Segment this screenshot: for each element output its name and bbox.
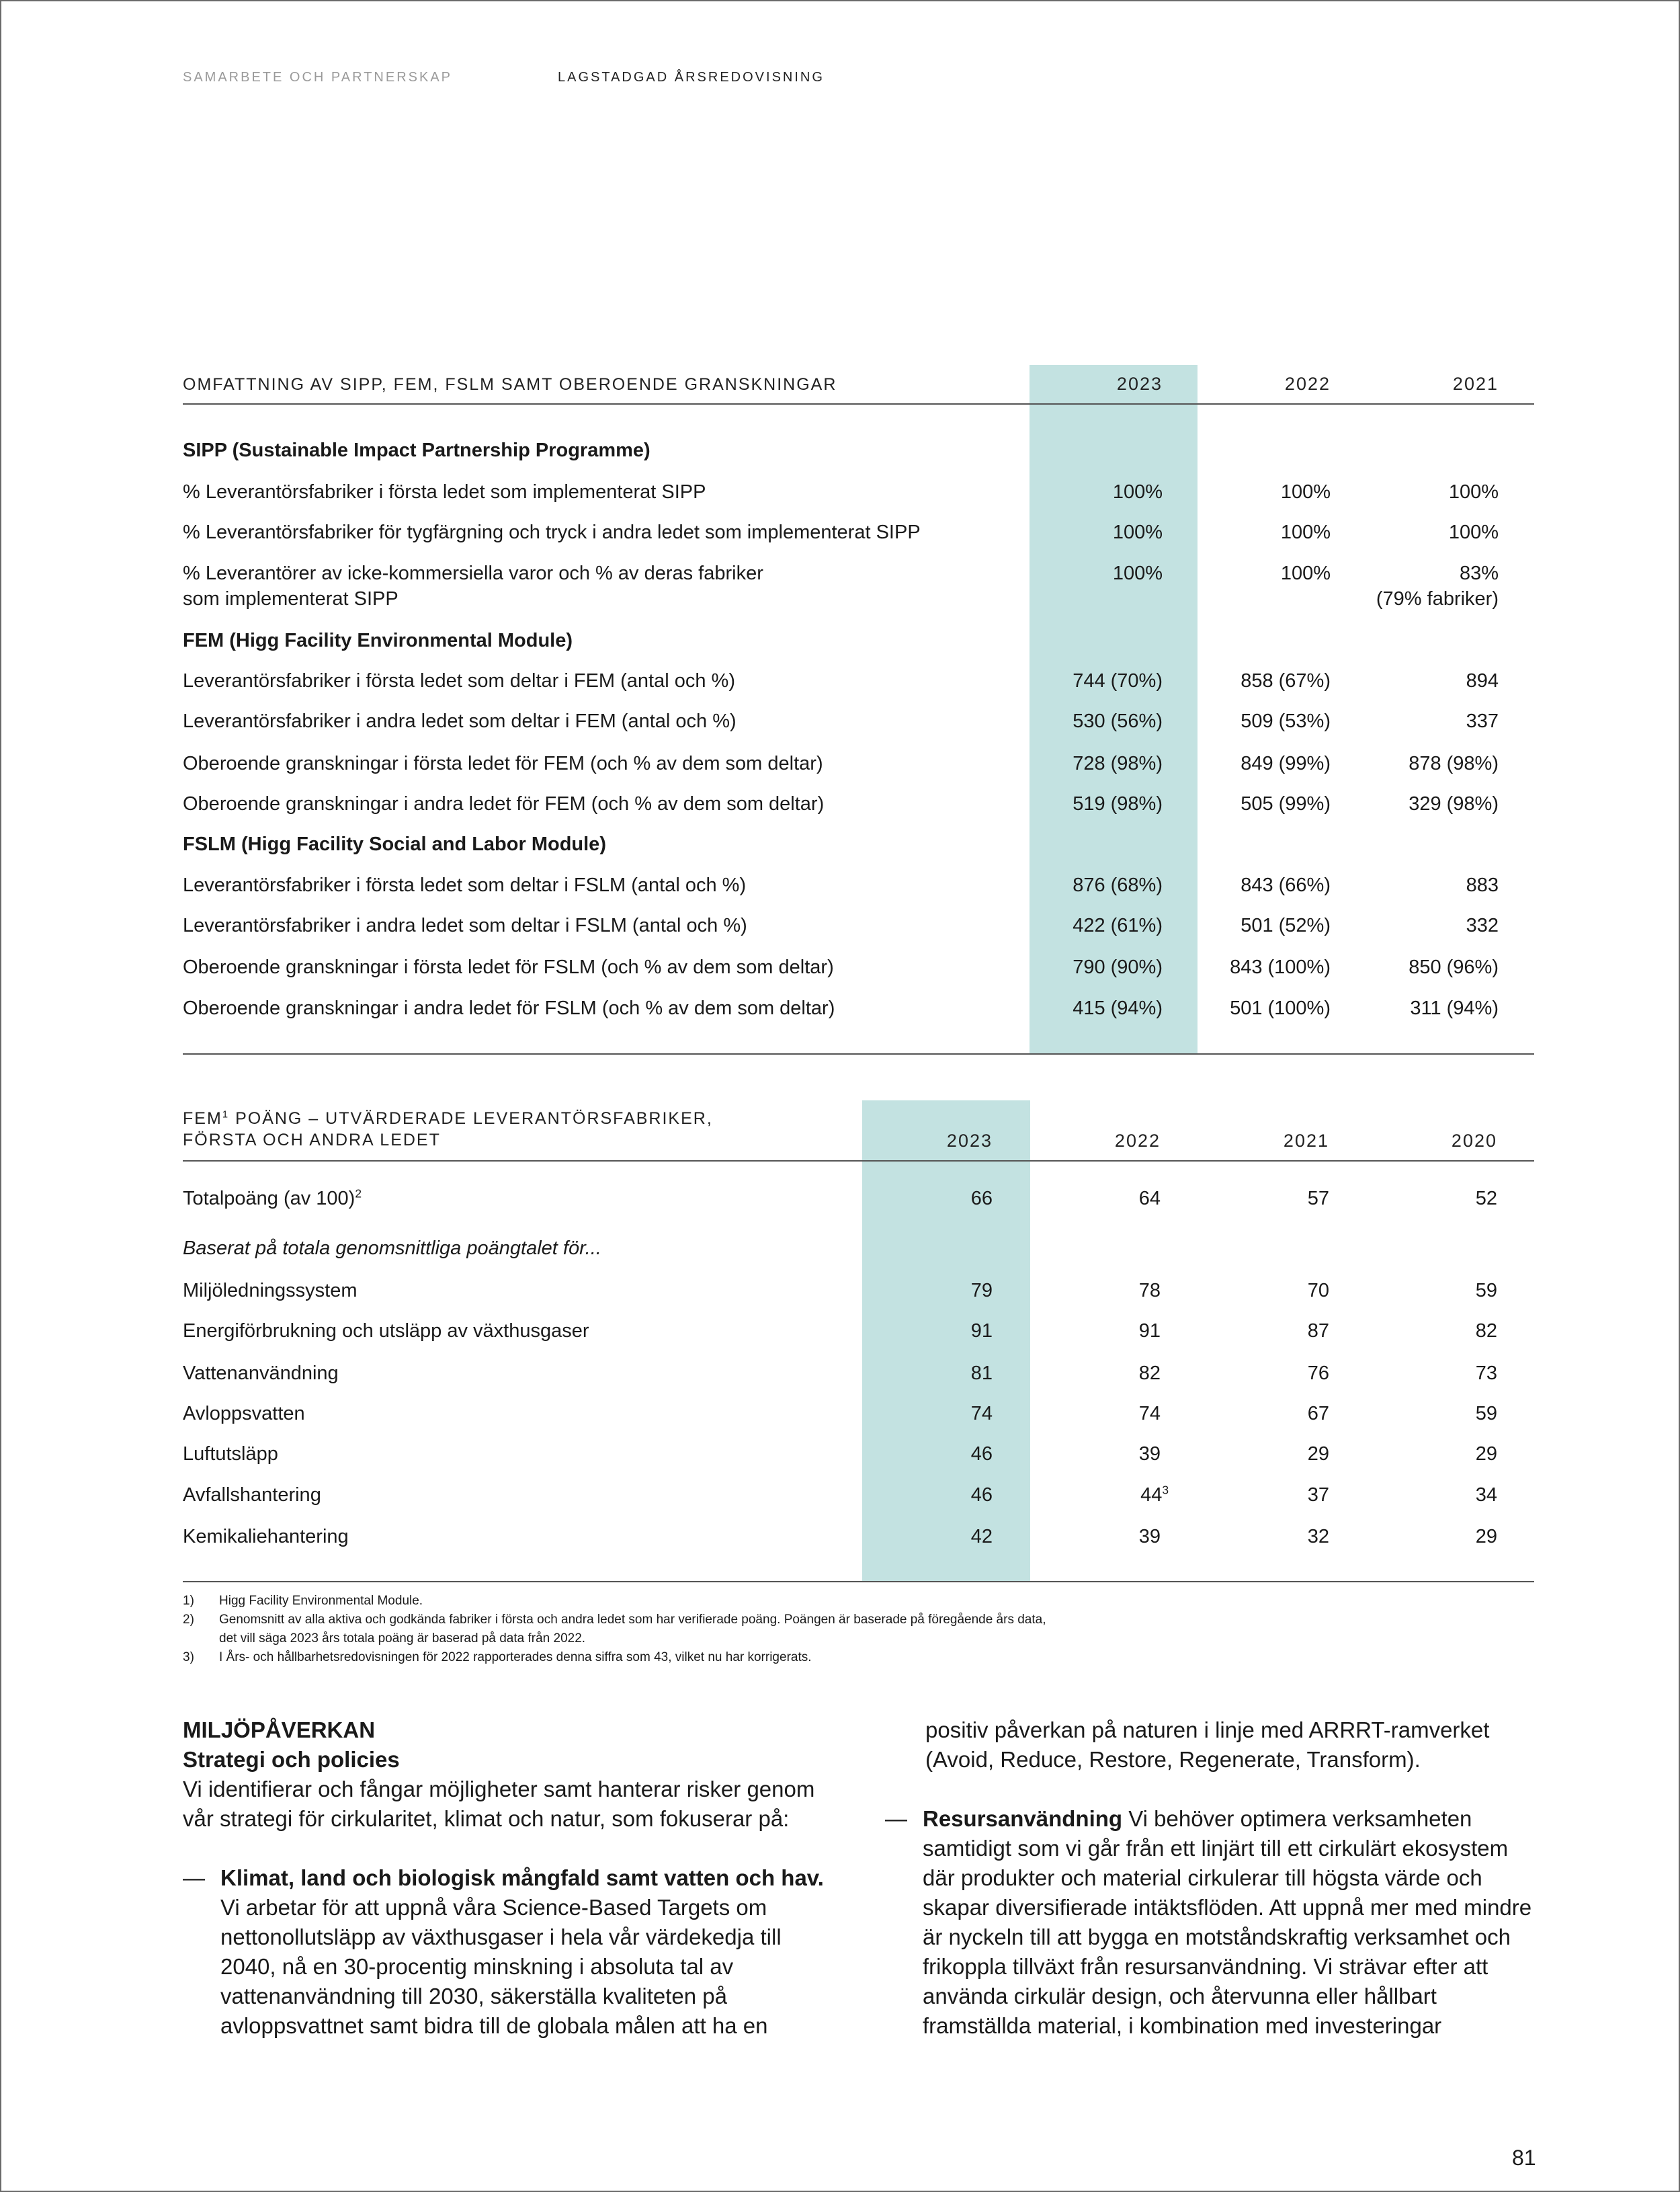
table2-row-label: Energiförbrukning och utsläpp av växthusgaser <box>183 1320 589 1342</box>
table1-row-label: Leverantörsfabriker i andra ledet som deltar i FSLM (antal och %) <box>183 915 747 936</box>
table2-cell: 59 <box>1475 1280 1497 1301</box>
table1-cell: 850 (96%) <box>1409 957 1499 978</box>
table1-cell: 519 (98%) <box>1073 793 1163 815</box>
table2-cell: 46 <box>970 1443 993 1465</box>
continued-paragraph: positiv påverkan på naturen i linje med ARRRT-ramverket (Avoid, Reduce, Restore, Regenerate, Transform). <box>925 1717 1490 1772</box>
table1-header-rule <box>183 403 1534 405</box>
table2-cell: 78 <box>1138 1280 1161 1301</box>
table1-cell: 843 (66%) <box>1241 875 1331 896</box>
table1-cell: 100% <box>1448 481 1499 503</box>
table2-cell: 81 <box>970 1363 993 1384</box>
table1-cell: 100% <box>1448 522 1499 543</box>
table2-cell: 42 <box>970 1526 993 1547</box>
table2-row-label: Avloppsvatten <box>183 1403 305 1424</box>
table1-row-label: Leverantörsfabriker i andra ledet som deltar i FEM (antal och %) <box>183 711 737 732</box>
table1-cell: 744 (70%) <box>1073 670 1163 692</box>
table2-cell: 73 <box>1475 1363 1497 1384</box>
table1-cell: 878 (98%) <box>1409 753 1499 774</box>
table2-cell: 79 <box>970 1280 993 1301</box>
table2-cell: $44^3$ <box>1140 1483 1169 1506</box>
table1-row-label: % Leverantörer av icke-kommersiella varor och % av deras fabriker <box>183 563 763 584</box>
table1-cell: 505 (99%) <box>1241 793 1331 815</box>
table2-header-rule <box>183 1160 1534 1162</box>
table1-section-heading: FSLM (Higg Facility Social and Labor Module) <box>183 834 606 855</box>
table2-cell: 32 <box>1307 1526 1329 1547</box>
table2-cell: 74 <box>1138 1403 1161 1424</box>
table2-cell: 74 <box>970 1403 993 1424</box>
table2-total-cell: 66 <box>970 1188 993 1209</box>
table2-cell: 46 <box>970 1484 993 1506</box>
table1-cell: 337 <box>1466 711 1499 732</box>
table2-total-cell: 64 <box>1138 1188 1161 1209</box>
table2-total-cell: 52 <box>1475 1188 1497 1209</box>
section-header: SAMARBETE OCH PARTNERSKAP <box>183 70 452 85</box>
table1-cell: 876 (68%) <box>1073 875 1163 896</box>
table1-row-label: Oberoende granskningar i första ledet för FEM (och % av dem som deltar) <box>183 753 823 774</box>
table2-cell: 29 <box>1307 1443 1329 1465</box>
table1-row-label: Oberoende granskningar i första ledet för FSLM (och % av dem som deltar) <box>183 957 834 978</box>
table1-cell: 311 (94%) <box>1410 998 1499 1019</box>
table2-cell: 67 <box>1307 1403 1329 1424</box>
table1-cell: 100% <box>1280 563 1331 584</box>
table1-cell: 843 (100%) <box>1230 957 1331 978</box>
table1-row-label-cont: som implementerat SIPP <box>183 588 398 610</box>
table1-row-label: % Leverantörsfabriker för tygfärgning och tryck i andra ledet som implementerat SIPP <box>183 522 921 543</box>
table2-cell: 39 <box>1138 1526 1161 1547</box>
table1-cell: 100% <box>1280 481 1331 503</box>
table2-cell: 91 <box>1138 1320 1161 1342</box>
table1-cell: 415 (94%) <box>1073 998 1163 1019</box>
table1-row-label: Leverantörsfabriker i första ledet som deltar i FSLM (antal och %) <box>183 875 747 896</box>
table2-cell: 34 <box>1475 1484 1497 1506</box>
table1-cell: 894 <box>1466 670 1499 692</box>
table1-cell: 100% <box>1280 522 1331 543</box>
table1-row-label: Oberoende granskningar i andra ledet för FSLM (och % av dem som deltar) <box>183 998 835 1019</box>
table2-cell: 87 <box>1307 1320 1329 1342</box>
table2-row-label: Kemikaliehantering <box>183 1526 349 1547</box>
table2-year-2021: 2021 <box>1283 1131 1329 1151</box>
table1-row-label: % Leverantörsfabriker i första ledet som implementerat SIPP <box>183 481 706 503</box>
table2-cell: 29 <box>1475 1443 1497 1465</box>
table1-cell: 883 <box>1466 875 1499 896</box>
page-number: 81 <box>1512 2146 1536 2170</box>
chapter-header: LAGSTADGAD ÅRSREDOVISNING <box>558 70 825 85</box>
table1-cell: 100% <box>1112 481 1163 503</box>
table2-cell: 70 <box>1307 1280 1329 1301</box>
table2-cell: 82 <box>1475 1320 1497 1342</box>
table2-total-cell: 57 <box>1307 1188 1329 1209</box>
table1-cell: 509 (53%) <box>1241 711 1331 732</box>
table1-cell: 501 (100%) <box>1230 998 1331 1019</box>
body-column-right <box>885 1715 1536 2041</box>
table1-cell: 501 (52%) <box>1241 915 1331 936</box>
table1-section-heading: FEM (Higg Facility Environmental Module) <box>183 630 573 651</box>
table1-year-2023: 2023 <box>1116 374 1163 394</box>
bullet-resources: — Resursanvändning Vi behöver optimera verksamheten samtidigt som vi går från ett linjärt till ett cirkulärt ekosystem där produkter och material cirkulerar till högsta värde och skapar diversifierade intäktsflöden. Att uppnå mer med mindre är nyckeln till att bygga en motståndskraftig verksamhet och frikoppla tillväxt från resursanvändning. Vi strävar efter att använda cirkulär design, och återvunna eller hållbart framställda material, i kombination med investeringar <box>885 1806 1532 2038</box>
table1-cell: 530 (56%) <box>1073 711 1163 732</box>
table1-bottom-rule <box>183 1053 1534 1055</box>
table1-row-label: Oberoende granskningar i andra ledet för FEM (och % av dem som deltar) <box>183 793 825 815</box>
table2-year-2020: 2020 <box>1451 1131 1497 1151</box>
table1-cell: 83% <box>1459 563 1499 584</box>
table2-year-2022: 2022 <box>1114 1131 1161 1151</box>
total-score-label: Totalpoäng (av 100)$^2$ <box>183 1186 362 1209</box>
table2-cell: 37 <box>1307 1484 1329 1506</box>
table2-subheading: Baserat på totala genomsnittliga poängtalet för... <box>183 1237 601 1259</box>
section-heading: MILJÖPÅVERKAN <box>183 1717 376 1742</box>
table1-cell: 329 (98%) <box>1409 793 1499 815</box>
table1-cell: 849 (99%) <box>1241 753 1331 774</box>
table1-cell: 858 (67%) <box>1241 670 1331 692</box>
table2-cell: 76 <box>1307 1363 1329 1384</box>
table2-row-label: Luftutsläpp <box>183 1443 278 1465</box>
section-subheading: Strategi och policies <box>183 1747 400 1772</box>
table1-cell: 332 <box>1466 915 1499 936</box>
table1-section-heading: SIPP (Sustainable Impact Partnership Programme) <box>183 440 650 461</box>
table2-row-label: Avfallshantering <box>183 1484 321 1506</box>
intro-paragraph: Vi identifierar och fångar möjligheter samt hanterar risker genom vår strategi för cirkularitet, klimat och natur, som fokuserar på: <box>183 1777 815 1831</box>
table2-cell: 82 <box>1138 1363 1161 1384</box>
table2-cell: 39 <box>1138 1443 1161 1465</box>
table2-row-label: Miljöledningssystem <box>183 1280 358 1301</box>
table1-row-label: Leverantörsfabriker i första ledet som deltar i FEM (antal och %) <box>183 670 735 692</box>
footnote-ref: 3 <box>1162 1483 1169 1497</box>
table2-cell: 59 <box>1475 1403 1497 1424</box>
table1-cell: 100% <box>1112 563 1163 584</box>
table2-caption: FEM$^1$ POÄNG – UTVÄRDERADE LEVERANTÖRSFABRIKER, FÖRSTA OCH ANDRA LEDET <box>183 1108 713 1149</box>
table1-year-2021: 2021 <box>1452 374 1499 394</box>
table1-cell: 422 (61%) <box>1073 915 1163 936</box>
table1-cell-note: (79% fabriker) <box>1376 588 1499 610</box>
table1-cell: 100% <box>1112 522 1163 543</box>
table2-cell: 29 <box>1475 1526 1497 1547</box>
body-column-left <box>183 1715 828 2041</box>
table1-caption: OMFATTNING AV SIPP, FEM, FSLM SAMT OBEROENDE GRANSKNINGAR <box>183 375 837 394</box>
table1-year-2022: 2022 <box>1284 374 1331 394</box>
table2-bottom-rule <box>183 1581 1534 1582</box>
table1-cell: 728 (98%) <box>1073 753 1163 774</box>
table2-row-label: Vattenanvändning <box>183 1363 339 1384</box>
bullet-climate: — Klimat, land och biologisk mångfald samt vatten och hav. Vi arbetar för att uppnå våra Science-Based Targets om nettonollutsläpp av växthusgaser i hela vår värdekedja till 2040, nå en 30-procentig minskning i absoluta tal av vattenanvändning till 2030, säkerställa kvaliteten på avloppsvattnet samt bidra till de globala målen att ha en <box>183 1865 824 2038</box>
table1-cell: 790 (90%) <box>1073 957 1163 978</box>
table2-cell: 91 <box>970 1320 993 1342</box>
table2-year-2023: 2023 <box>946 1131 993 1151</box>
